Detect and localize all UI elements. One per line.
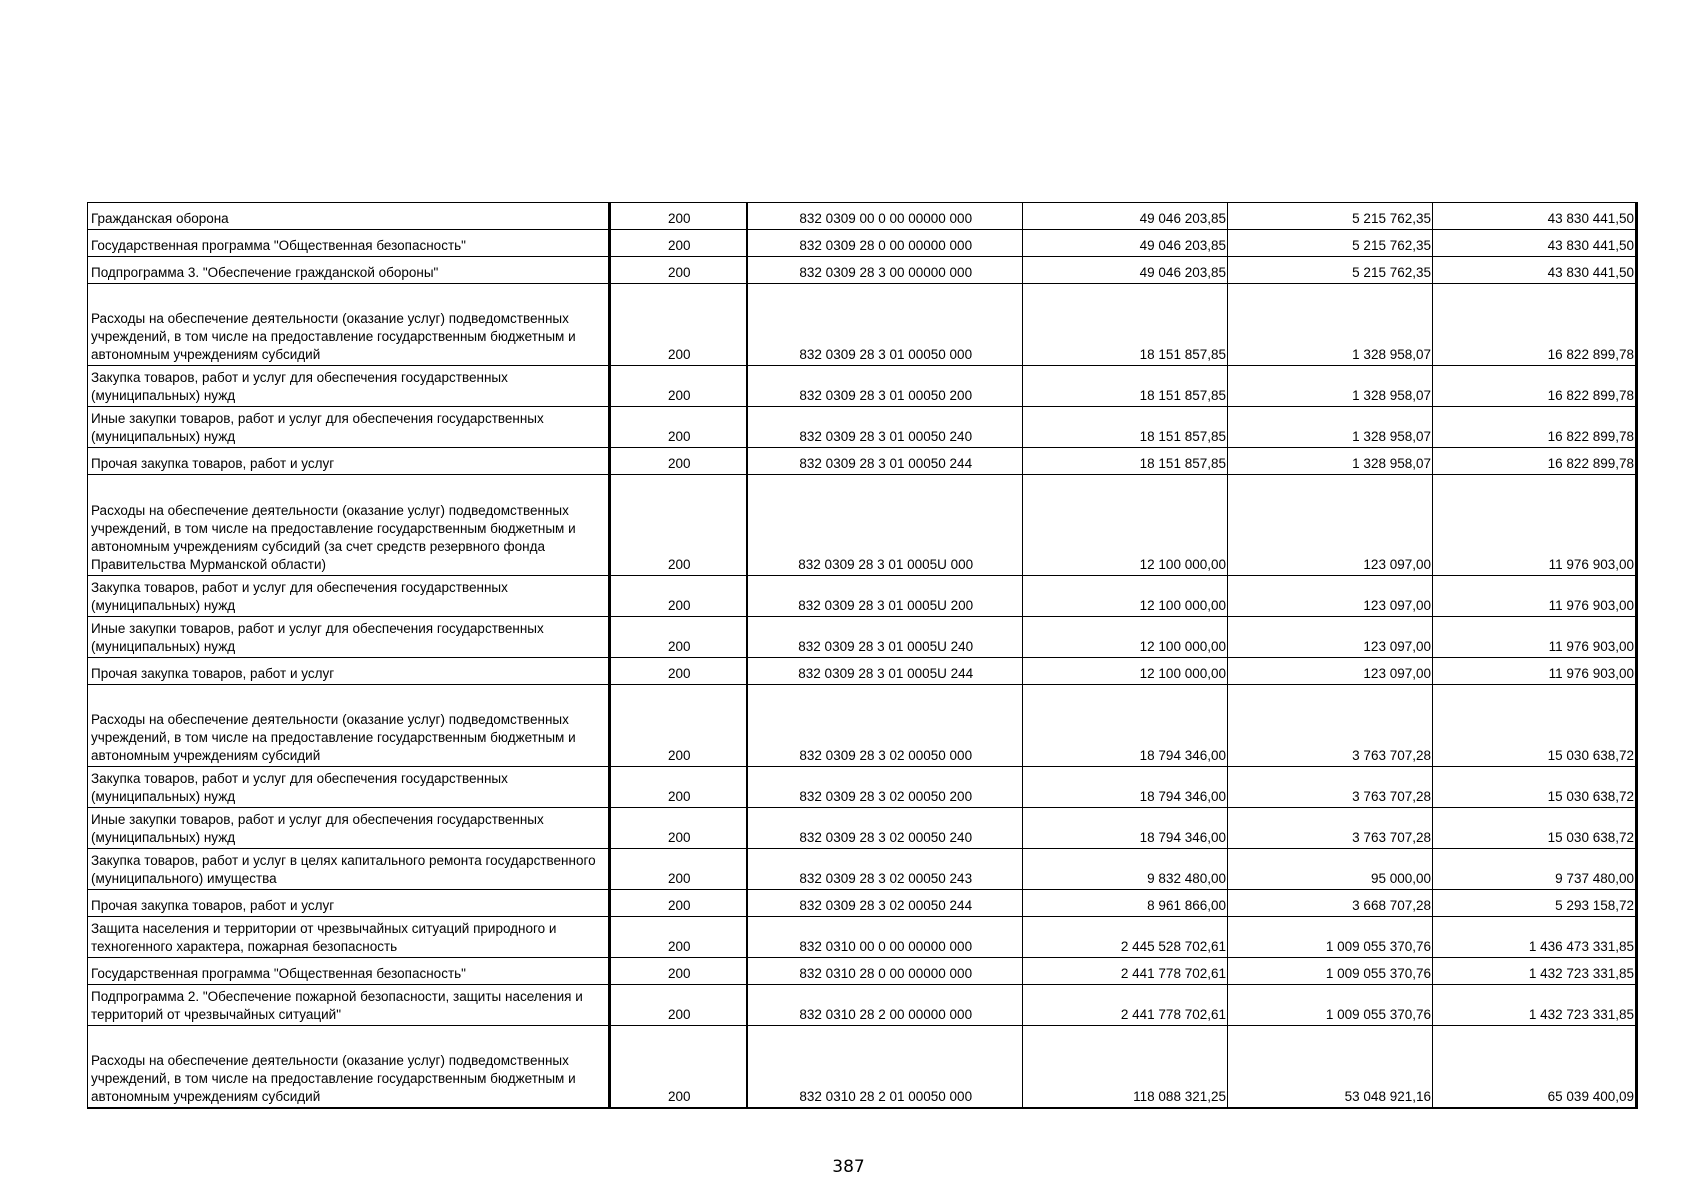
table-row xyxy=(88,958,1637,985)
row-remaining-amount: 11 976 903,00 xyxy=(1433,617,1637,658)
row-executed-amount: 1 328 958,07 xyxy=(1228,407,1433,448)
row-name: Государственная программа "Общественная безопасность" xyxy=(88,958,610,985)
row-line-code: 200 xyxy=(610,257,747,284)
row-remaining-amount: 1 432 723 331,85 xyxy=(1433,985,1637,1026)
row-approved-amount: 18 151 857,85 xyxy=(1023,407,1228,448)
row-line-code: 200 xyxy=(610,366,747,407)
row-line-code: 200 xyxy=(610,1026,747,1109)
row-budget-classification-code: 832 0309 28 3 02 00050 200 xyxy=(747,767,1023,808)
row-line-code: 200 xyxy=(610,407,747,448)
row-name: Иные закупки товаров, работ и услуг для обеспечения государственных (муниципальных) нужд xyxy=(88,808,610,849)
table-row xyxy=(88,230,1637,257)
row-name: Иные закупки товаров, работ и услуг для обеспечения государственных (муниципальных) нужд xyxy=(88,407,610,448)
row-budget-classification-code: 832 0309 28 3 01 0005U 000 xyxy=(747,475,1023,576)
row-approved-amount: 18 151 857,85 xyxy=(1023,284,1228,366)
row-budget-classification-code: 832 0309 28 3 01 0005U 200 xyxy=(747,576,1023,617)
row-name: Прочая закупка товаров, работ и услуг xyxy=(88,448,610,475)
table-row xyxy=(88,407,1637,448)
row-budget-classification-code: 832 0309 28 3 01 0005U 240 xyxy=(747,617,1023,658)
table-row xyxy=(88,658,1637,685)
row-line-code: 200 xyxy=(610,448,747,475)
row-budget-classification-code: 832 0309 28 3 01 00050 244 xyxy=(747,448,1023,475)
table-row xyxy=(88,767,1637,808)
row-budget-classification-code: 832 0310 00 0 00 00000 000 xyxy=(747,917,1023,958)
row-remaining-amount: 43 830 441,50 xyxy=(1433,230,1637,257)
row-name: Государственная программа "Общественная безопасность" xyxy=(88,230,610,257)
row-approved-amount: 8 961 866,00 xyxy=(1023,890,1228,917)
row-remaining-amount: 15 030 638,72 xyxy=(1433,808,1637,849)
table-row xyxy=(88,576,1637,617)
row-line-code: 200 xyxy=(610,576,747,617)
row-executed-amount: 95 000,00 xyxy=(1228,849,1433,890)
row-name: Расходы на обеспечение деятельности (оказание услуг) подведомственных учреждений, в том числе на предоставление государственным бюджетным и автономным учреждениям субсидий (за счет средств резервного фонда Правительства Мурманской области) xyxy=(88,475,610,576)
row-remaining-amount: 11 976 903,00 xyxy=(1433,576,1637,617)
row-remaining-amount: 15 030 638,72 xyxy=(1433,767,1637,808)
row-name: Иные закупки товаров, работ и услуг для обеспечения государственных (муниципальных) нужд xyxy=(88,617,610,658)
row-budget-classification-code: 832 0309 00 0 00 00000 000 xyxy=(747,203,1023,230)
table-row xyxy=(88,685,1637,767)
row-remaining-amount: 5 293 158,72 xyxy=(1433,890,1637,917)
row-name: Защита населения и территории от чрезвычайных ситуаций природного и техногенного характера, пожарная безопасность xyxy=(88,917,610,958)
row-name: Закупка товаров, работ и услуг для обеспечения государственных (муниципальных) нужд xyxy=(88,767,610,808)
row-name: Расходы на обеспечение деятельности (оказание услуг) подведомственных учреждений, в том числе на предоставление государственным бюджетным и автономным учреждениям субсидий xyxy=(88,685,610,767)
page-number: 387 xyxy=(832,1157,865,1177)
row-executed-amount: 123 097,00 xyxy=(1228,617,1433,658)
table-row xyxy=(88,617,1637,658)
budget-execution-table xyxy=(87,202,1638,1109)
row-line-code: 200 xyxy=(610,849,747,890)
row-name: Подпрограмма 2. "Обеспечение пожарной безопасности, защиты населения и территорий от чрезвычайных ситуаций" xyxy=(88,985,610,1026)
row-budget-classification-code: 832 0310 28 0 00 00000 000 xyxy=(747,958,1023,985)
row-executed-amount: 1 009 055 370,76 xyxy=(1228,917,1433,958)
row-approved-amount: 2 441 778 702,61 xyxy=(1023,985,1228,1026)
row-remaining-amount: 43 830 441,50 xyxy=(1433,203,1637,230)
row-executed-amount: 3 668 707,28 xyxy=(1228,890,1433,917)
row-remaining-amount: 11 976 903,00 xyxy=(1433,475,1637,576)
row-name: Прочая закупка товаров, работ и услуг xyxy=(88,658,610,685)
row-approved-amount: 18 794 346,00 xyxy=(1023,808,1228,849)
row-line-code: 200 xyxy=(610,230,747,257)
row-executed-amount: 5 215 762,35 xyxy=(1228,203,1433,230)
row-budget-classification-code: 832 0309 28 3 01 0005U 244 xyxy=(747,658,1023,685)
row-budget-classification-code: 832 0309 28 0 00 00000 000 xyxy=(747,230,1023,257)
table-row xyxy=(88,448,1637,475)
row-budget-classification-code: 832 0309 28 3 02 00050 244 xyxy=(747,890,1023,917)
row-name: Закупка товаров, работ и услуг для обеспечения государственных (муниципальных) нужд xyxy=(88,366,610,407)
row-approved-amount: 49 046 203,85 xyxy=(1023,203,1228,230)
table-row xyxy=(88,985,1637,1026)
row-line-code: 200 xyxy=(610,890,747,917)
row-budget-classification-code: 832 0309 28 3 00 00000 000 xyxy=(747,257,1023,284)
row-approved-amount: 18 794 346,00 xyxy=(1023,685,1228,767)
row-name: Расходы на обеспечение деятельности (оказание услуг) подведомственных учреждений, в том числе на предоставление государственным бюджетным и автономным учреждениям субсидий xyxy=(88,1026,610,1109)
row-approved-amount: 49 046 203,85 xyxy=(1023,230,1228,257)
row-remaining-amount: 16 822 899,78 xyxy=(1433,448,1637,475)
row-executed-amount: 3 763 707,28 xyxy=(1228,808,1433,849)
row-name: Закупка товаров, работ и услуг для обеспечения государственных (муниципальных) нужд xyxy=(88,576,610,617)
row-name: Прочая закупка товаров, работ и услуг xyxy=(88,890,610,917)
row-budget-classification-code: 832 0309 28 3 01 00050 000 xyxy=(747,284,1023,366)
row-executed-amount: 123 097,00 xyxy=(1228,576,1433,617)
row-approved-amount: 9 832 480,00 xyxy=(1023,849,1228,890)
table-row xyxy=(88,890,1637,917)
table-row xyxy=(88,257,1637,284)
row-approved-amount: 2 445 528 702,61 xyxy=(1023,917,1228,958)
table-row xyxy=(88,366,1637,407)
row-remaining-amount: 16 822 899,78 xyxy=(1433,366,1637,407)
row-approved-amount: 12 100 000,00 xyxy=(1023,576,1228,617)
row-line-code: 200 xyxy=(610,203,747,230)
table-body xyxy=(88,203,1637,1109)
row-budget-classification-code: 832 0309 28 3 02 00050 000 xyxy=(747,685,1023,767)
row-remaining-amount: 1 436 473 331,85 xyxy=(1433,917,1637,958)
row-line-code: 200 xyxy=(610,685,747,767)
row-remaining-amount: 43 830 441,50 xyxy=(1433,257,1637,284)
row-approved-amount: 2 441 778 702,61 xyxy=(1023,958,1228,985)
row-executed-amount: 1 328 958,07 xyxy=(1228,448,1433,475)
row-line-code: 200 xyxy=(610,808,747,849)
row-approved-amount: 18 151 857,85 xyxy=(1023,366,1228,407)
table-row xyxy=(88,849,1637,890)
row-executed-amount: 123 097,00 xyxy=(1228,475,1433,576)
table-row xyxy=(88,917,1637,958)
row-name: Расходы на обеспечение деятельности (оказание услуг) подведомственных учреждений, в том числе на предоставление государственным бюджетным и автономным учреждениям субсидий xyxy=(88,284,610,366)
row-approved-amount: 12 100 000,00 xyxy=(1023,617,1228,658)
row-approved-amount: 18 151 857,85 xyxy=(1023,448,1228,475)
row-budget-classification-code: 832 0310 28 2 01 00050 000 xyxy=(747,1026,1023,1109)
row-line-code: 200 xyxy=(610,284,747,366)
table-row xyxy=(88,808,1637,849)
row-budget-classification-code: 832 0309 28 3 02 00050 243 xyxy=(747,849,1023,890)
row-remaining-amount: 11 976 903,00 xyxy=(1433,658,1637,685)
row-executed-amount: 3 763 707,28 xyxy=(1228,685,1433,767)
row-approved-amount: 18 794 346,00 xyxy=(1023,767,1228,808)
row-budget-classification-code: 832 0309 28 3 01 00050 240 xyxy=(747,407,1023,448)
row-approved-amount: 12 100 000,00 xyxy=(1023,658,1228,685)
row-budget-classification-code: 832 0309 28 3 01 00050 200 xyxy=(747,366,1023,407)
row-line-code: 200 xyxy=(610,917,747,958)
row-line-code: 200 xyxy=(610,617,747,658)
row-approved-amount: 118 088 321,25 xyxy=(1023,1026,1228,1109)
row-budget-classification-code: 832 0310 28 2 00 00000 000 xyxy=(747,985,1023,1026)
row-remaining-amount: 16 822 899,78 xyxy=(1433,284,1637,366)
table-row xyxy=(88,284,1637,366)
table-row xyxy=(88,203,1637,230)
row-remaining-amount: 1 432 723 331,85 xyxy=(1433,958,1637,985)
row-name: Подпрограмма 3. "Обеспечение гражданской обороны" xyxy=(88,257,610,284)
row-line-code: 200 xyxy=(610,475,747,576)
row-executed-amount: 1 328 958,07 xyxy=(1228,284,1433,366)
row-line-code: 200 xyxy=(610,767,747,808)
row-line-code: 200 xyxy=(610,985,747,1026)
table-row xyxy=(88,1026,1637,1109)
row-line-code: 200 xyxy=(610,958,747,985)
row-executed-amount: 5 215 762,35 xyxy=(1228,230,1433,257)
row-budget-classification-code: 832 0309 28 3 02 00050 240 xyxy=(747,808,1023,849)
row-executed-amount: 53 048 921,16 xyxy=(1228,1026,1433,1109)
table-row xyxy=(88,475,1637,576)
row-executed-amount: 3 763 707,28 xyxy=(1228,767,1433,808)
row-remaining-amount: 15 030 638,72 xyxy=(1433,685,1637,767)
row-executed-amount: 1 009 055 370,76 xyxy=(1228,958,1433,985)
row-executed-amount: 1 009 055 370,76 xyxy=(1228,985,1433,1026)
row-approved-amount: 49 046 203,85 xyxy=(1023,257,1228,284)
row-executed-amount: 1 328 958,07 xyxy=(1228,366,1433,407)
row-remaining-amount: 16 822 899,78 xyxy=(1433,407,1637,448)
row-approved-amount: 12 100 000,00 xyxy=(1023,475,1228,576)
row-name: Гражданская оборона xyxy=(88,203,610,230)
row-remaining-amount: 65 039 400,09 xyxy=(1433,1026,1637,1109)
row-remaining-amount: 9 737 480,00 xyxy=(1433,849,1637,890)
row-name: Закупка товаров, работ и услуг в целях капитального ремонта государственного (муниципального) имущества xyxy=(88,849,610,890)
row-executed-amount: 123 097,00 xyxy=(1228,658,1433,685)
row-executed-amount: 5 215 762,35 xyxy=(1228,257,1433,284)
row-line-code: 200 xyxy=(610,658,747,685)
